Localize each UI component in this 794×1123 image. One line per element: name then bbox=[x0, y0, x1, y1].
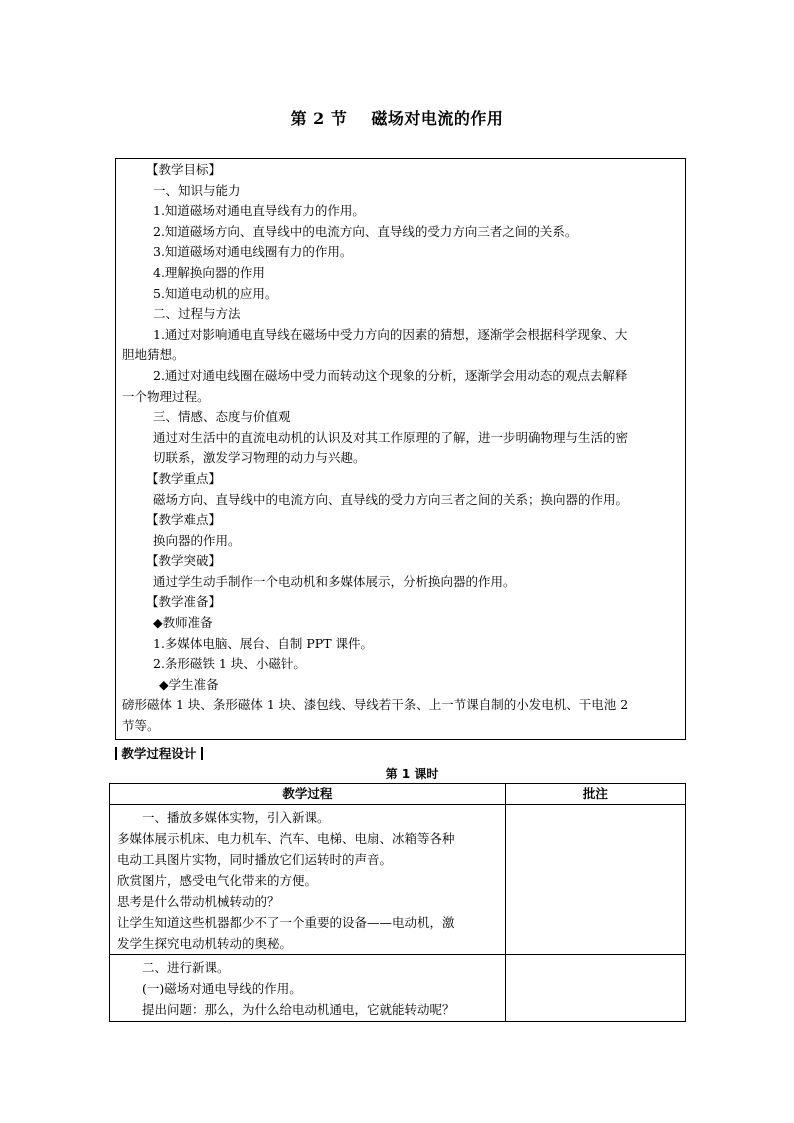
student-prep-text-cont: 节等。 bbox=[122, 718, 160, 734]
row-text: 二、进行新课。 bbox=[142, 960, 230, 975]
process-table bbox=[109, 783, 686, 1022]
bar-right bbox=[201, 747, 203, 760]
objective-text-cont: 切联系，激发学习物理的动力与兴趣。 bbox=[153, 450, 366, 466]
notes-cell bbox=[505, 955, 685, 1022]
breakthrough-text: 通过学生动手制作一个电动机和多媒体展示，分析换向器的作用。 bbox=[153, 573, 516, 589]
objective-item-cont: 胆地猜想。 bbox=[122, 347, 185, 363]
table-row bbox=[110, 805, 686, 955]
table-row bbox=[110, 955, 686, 1022]
difficulties-text: 换向器的作用。 bbox=[153, 532, 241, 548]
objective-item: 2.知道磁场方向、直导线中的电流方向、直导线的受力方向三者之间的关系。 bbox=[153, 223, 578, 239]
student-prep-text: 磅形磁体 1 块、条形磁体 1 块、漆包线、导线若干条、上一节课自制的小发电机、干电池 2 bbox=[122, 697, 629, 713]
objective-item: 1.通过对影响通电直导线在磁场中受力方向的因素的猜想，逐渐学会根据科学现象、大 bbox=[153, 326, 628, 342]
row-text: 电动工具图片实物，同时播放它们运转时的声音。 bbox=[117, 852, 393, 867]
objective-item: 1.知道磁场对通电直导线有力的作用。 bbox=[153, 203, 365, 219]
objective-item: 4.理解换向器的作用 bbox=[153, 264, 265, 280]
objectives-header: 【教学目标】 bbox=[146, 162, 222, 177]
objective-item: 3.知道磁场对通电线圈有力的作用。 bbox=[153, 244, 353, 260]
page-title bbox=[0, 106, 794, 129]
table-header-row bbox=[110, 784, 686, 805]
breakthrough-header: 【教学突破】 bbox=[146, 553, 222, 569]
teacher-prep-item: 2.条形磁铁 1 块、小磁针。 bbox=[153, 656, 306, 672]
objective-item: 2.通过对通电线圈在磁场中受力而转动这个现象的分析，逐渐学会用动态的观点去解释 bbox=[153, 367, 628, 383]
objectives-part1: 一、知识与能力 bbox=[153, 182, 241, 198]
section-number: 第 2 节 bbox=[290, 109, 348, 128]
row-text: 发学生探究电动机转动的奥秘。 bbox=[117, 936, 293, 951]
row-text: (一)磁场对通电导线的作用。 bbox=[142, 981, 302, 996]
lesson-label: 第 1 课时 bbox=[385, 767, 439, 781]
objective-text: 通过对生活中的直流电动机的认识及对其工作原理的了解，进一步明确物理与生活的密 bbox=[153, 429, 629, 445]
bar-left bbox=[115, 747, 117, 760]
row-text: 一、播放多媒体实物，引入新课。 bbox=[142, 810, 330, 825]
header-notes: 批注 bbox=[505, 784, 685, 805]
notes-cell bbox=[505, 805, 685, 955]
row-text: 欣赏图片，感受电气化带来的方便。 bbox=[117, 873, 318, 888]
row-text: 提出问题：那么，为什么给电动机通电，它就能转动呢？ bbox=[142, 1002, 455, 1017]
objectives-box bbox=[115, 158, 686, 740]
teacher-prep-item: 1.多媒体电脑、展台、自制 PPT 课件。 bbox=[153, 635, 374, 651]
process-design-label: 教学过程设计 bbox=[115, 744, 203, 762]
key-points-text: 磁场方向、直导线中的电流方向、直导线的受力方向三者之间的关系；换向器的作用。 bbox=[153, 491, 629, 507]
objective-item-cont: 一个物理过程。 bbox=[122, 388, 210, 404]
row-text: 让学生知道这些机器都少不了一个重要的设备——电动机，激 bbox=[117, 915, 455, 930]
section-name: 磁场对电流的作用 bbox=[371, 109, 504, 128]
row-text: 思考是什么带动机械转动的？ bbox=[117, 894, 280, 909]
row-text: 多媒体展示机床、电力机车、汽车、电梯、电扇、冰箱等各种 bbox=[117, 831, 455, 846]
objective-item: 5.知道电动机的应用。 bbox=[153, 285, 278, 301]
header-process: 教学过程 bbox=[110, 784, 506, 805]
student-prep-label: ◆学生准备 bbox=[159, 676, 219, 692]
difficulties-header: 【教学难点】 bbox=[146, 512, 222, 528]
preparation-header: 【教学准备】 bbox=[146, 594, 222, 610]
teacher-prep-label: ◆教师准备 bbox=[153, 615, 213, 631]
objectives-part2: 二、过程与方法 bbox=[153, 306, 241, 322]
objectives-part3: 三、情感、态度与价值观 bbox=[153, 409, 291, 425]
key-points-header: 【教学重点】 bbox=[146, 470, 222, 486]
